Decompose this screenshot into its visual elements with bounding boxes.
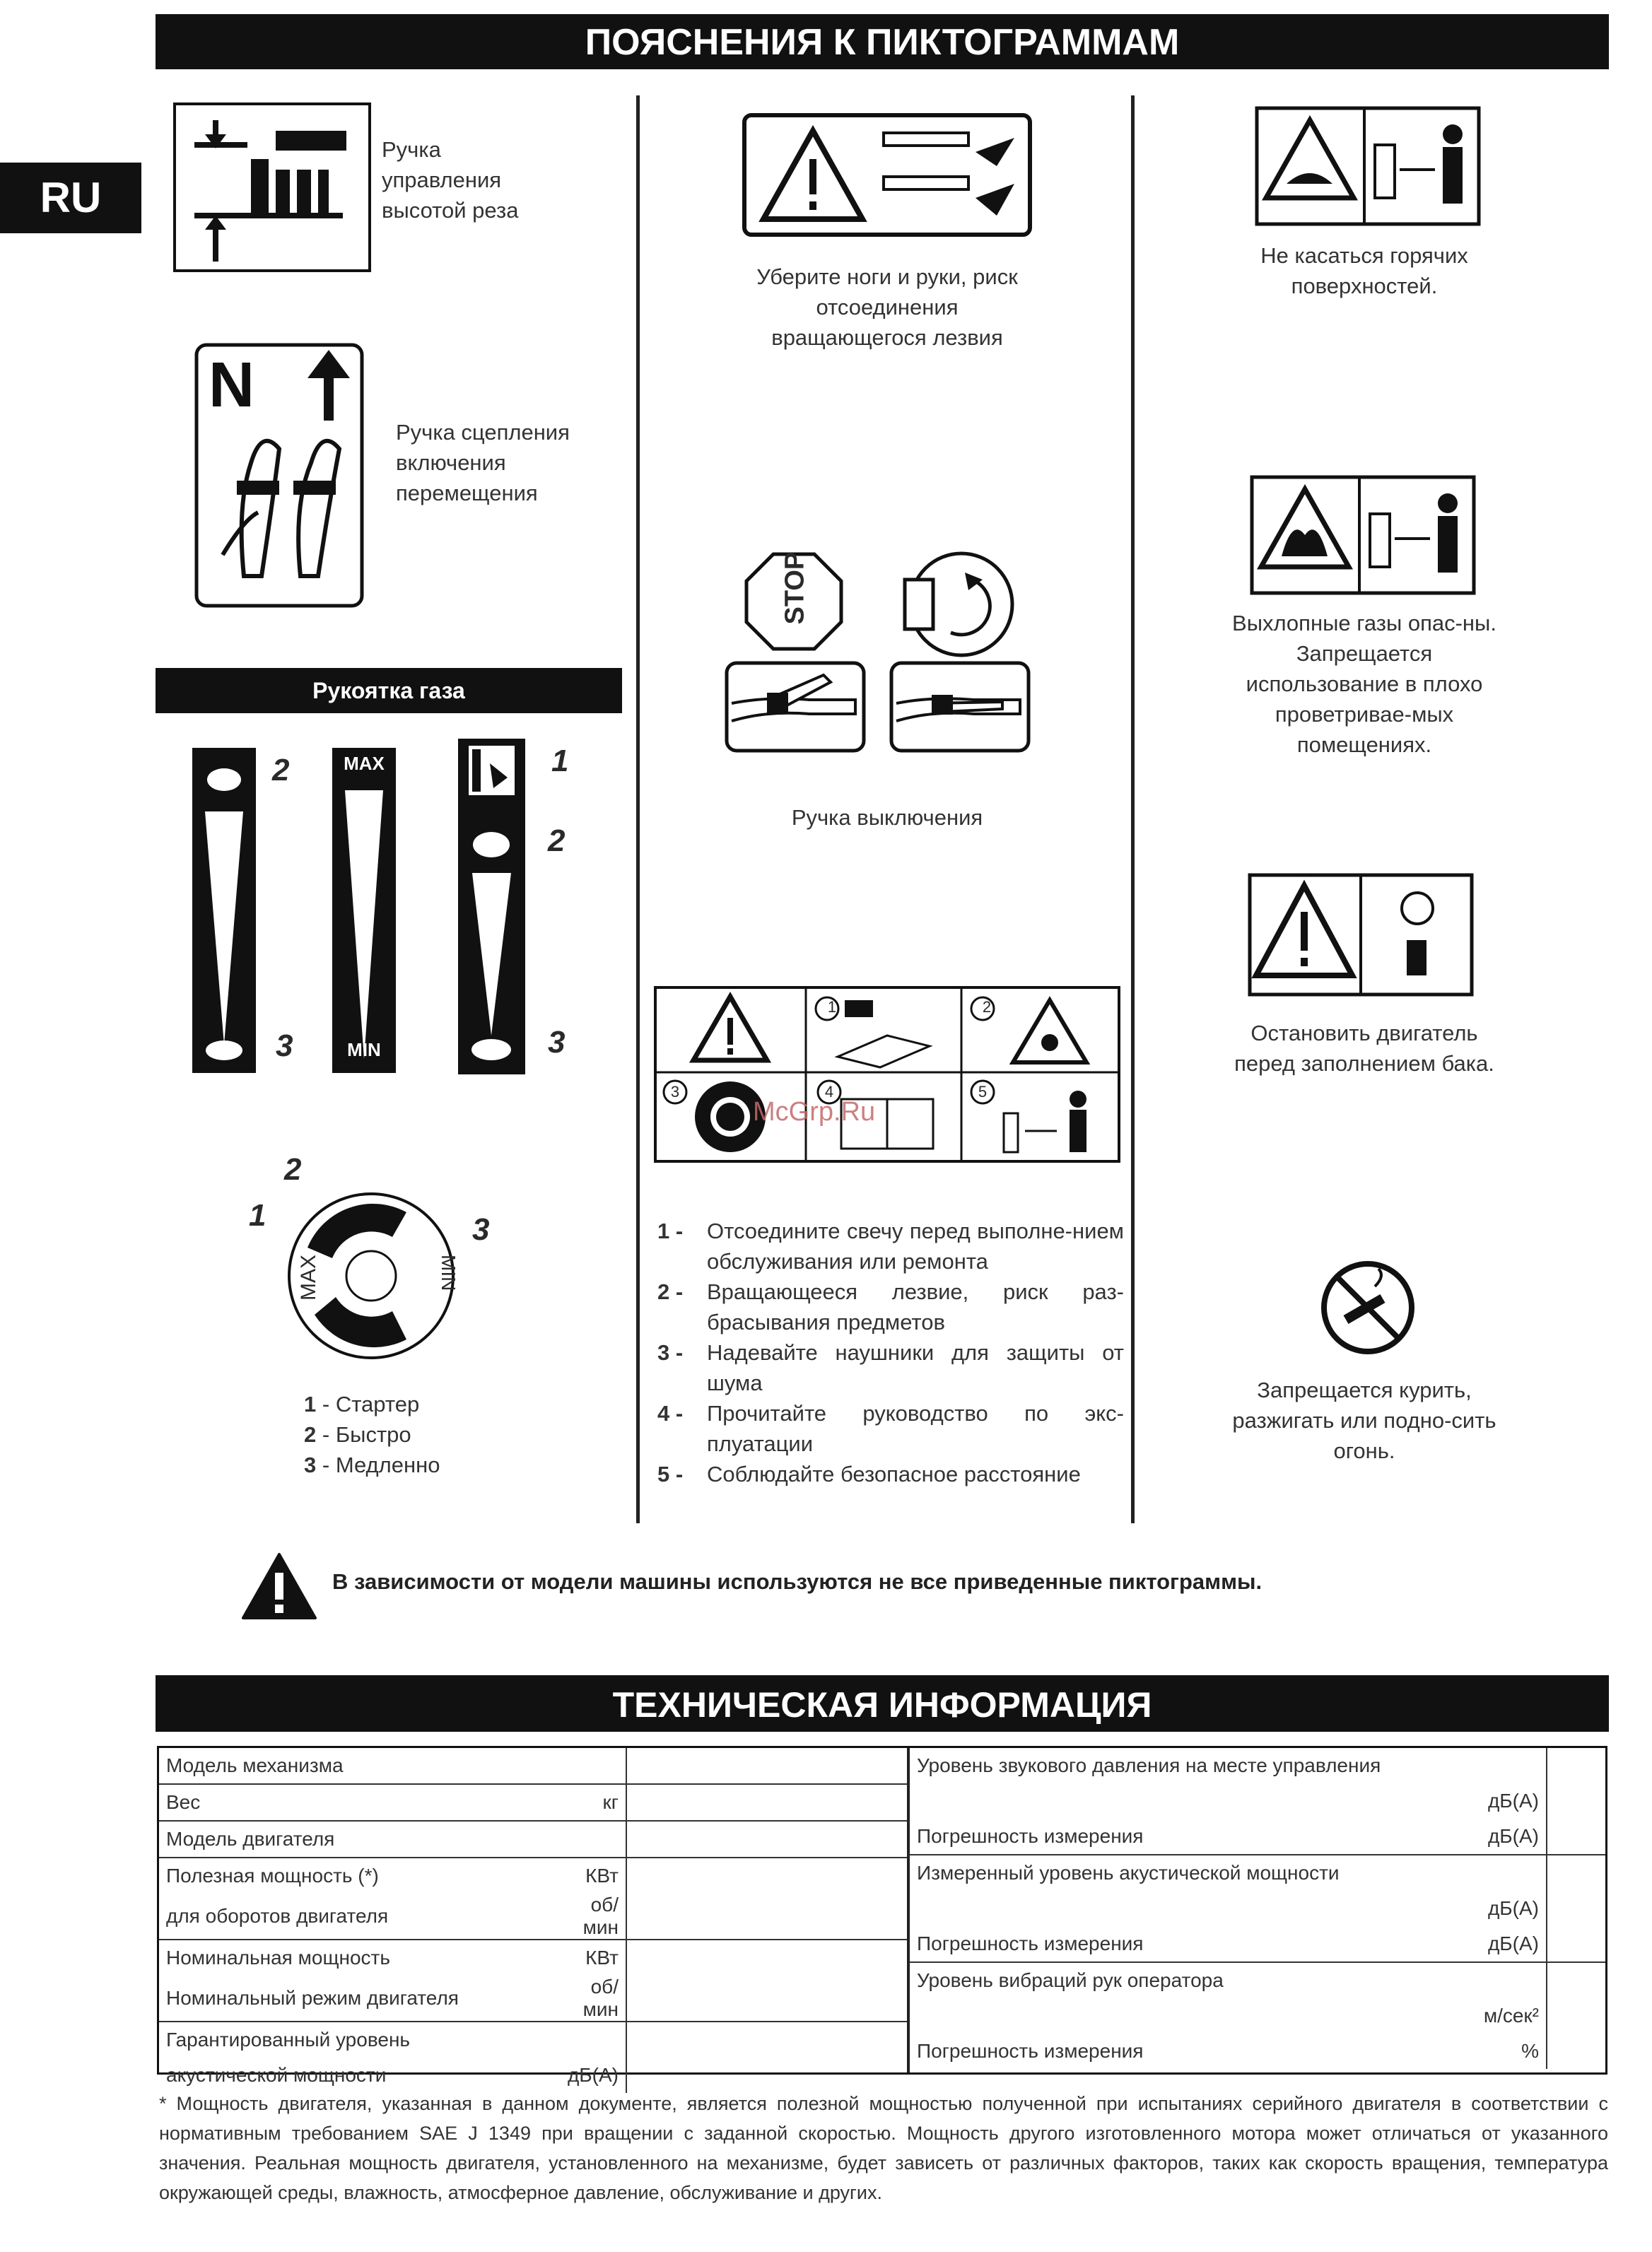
dial-min-label: MIN	[438, 1255, 459, 1291]
table-row: дБ(А)	[910, 1783, 1605, 1819]
lever3-number-1: 1	[551, 744, 569, 778]
tech-left-table	[159, 1748, 908, 2093]
table-row: Модель механизма	[159, 1748, 908, 1784]
table-row: Погрешность измерения %	[910, 2034, 1605, 2069]
grid-number-1: 1	[827, 998, 837, 1016]
table-row: Номинальный режим двигателя об/мин	[159, 1976, 908, 2022]
cut-height-label: Ручка управления высотой реза	[382, 137, 519, 223]
no-smoking-icon	[1318, 1258, 1417, 1357]
refuel-pictogram	[1248, 873, 1474, 997]
tech-info-title: ТЕХНИЧЕСКАЯ ИНФОРМАЦИЯ	[156, 1675, 1609, 1732]
engine-rotation-icon	[901, 548, 1014, 661]
watermark: McGrp.Ru	[753, 1097, 876, 1127]
note-item: 2 - Вращающееся лезвие, риск раз-брасывания предметов	[657, 1279, 1124, 1335]
hot-surface-pictogram	[1255, 106, 1481, 226]
tech-right-table	[910, 1748, 1605, 2069]
dial-number-2: 2	[284, 1152, 302, 1187]
note-item: 5 - Соблюдайте безопасное расстояние	[657, 1462, 1081, 1486]
refuel-label: Остановить двигатель перед заполнением бака.	[1234, 1021, 1494, 1076]
table-row: дБ(А)	[910, 1891, 1605, 1926]
table-row: Модель двигателя	[159, 1821, 908, 1858]
legend-item: 3 - Медленно	[304, 1453, 440, 1477]
feet-hands-pictogram	[742, 113, 1032, 237]
lever1-top-number: 2	[272, 753, 290, 787]
dial-number-1: 1	[249, 1198, 266, 1233]
warning-triangle-icon	[240, 1552, 318, 1621]
legend-item: 2 - Быстро	[304, 1422, 411, 1447]
handle-run-pictogram	[889, 661, 1031, 753]
handle-stop-pictogram	[725, 661, 866, 753]
warning-note: В зависимости от модели машины используются не все приведенные пиктограммы.	[332, 1569, 1263, 1594]
throttle-lever-2	[332, 748, 396, 1073]
drive-clutch-pictogram	[194, 343, 364, 608]
stop-sign-text: STOP	[780, 551, 810, 625]
table-row: для оборотов двигателя об/мин	[159, 1894, 908, 1940]
table-row: Номинальная мощность КВт	[159, 1940, 908, 1976]
cut-height-pictogram	[173, 102, 371, 272]
table-row: Погрешность измерения дБ(А)	[910, 1819, 1605, 1855]
grid-number-4: 4	[824, 1083, 834, 1101]
throttle-title-bar: Рукоятка газа	[156, 668, 622, 713]
legend-item: 1 - Стартер	[304, 1392, 420, 1417]
note-item: 4 - Прочитайте руководство по экс-плуатации	[657, 1401, 1124, 1456]
tech-footnote: * Мощность двигателя, указанная в данном документе, является полезной мощностью полученной при испытаниях серийного двигателя в соответствии с нормативным требованием SAE J 1349 при вращении с заданной скоростью. Мощность другого изготовленного мотора может отличаться от указанного значения. Реальная мощность двигателя, установленного на механизме, будет зависеть от различных факторов, таких как скорость вращения, температура окружающей среды, влажность, атмосферное давление, обслуживание и других.	[159, 2093, 1608, 2203]
dial-number-3: 3	[472, 1212, 490, 1247]
table-row: Вес кг	[159, 1784, 908, 1821]
throttle-lever-3	[458, 739, 525, 1074]
grid-number-3: 3	[670, 1083, 680, 1101]
grid-number-2: 2	[982, 998, 992, 1016]
page-title: ПОЯСНЕНИЯ К ПИКТОГРАММАМ	[156, 14, 1609, 69]
lever3-number-2: 2	[548, 823, 566, 858]
lever2-min-label: MIN	[347, 1039, 381, 1060]
table-row: м/сек²	[910, 1998, 1605, 2034]
table-row: Измеренный уровень акустической мощности	[910, 1855, 1605, 1891]
lever2-max-label: MAX	[344, 753, 385, 774]
lever1-bottom-number: 3	[276, 1028, 293, 1063]
lever3-number-3: 3	[548, 1025, 566, 1060]
no-smoking-label: Запрещается курить, разжигать или подно-сить огонь.	[1232, 1378, 1496, 1463]
table-row: Уровень вибраций рук оператора	[910, 1962, 1605, 1998]
svg-text:N: N	[209, 350, 254, 421]
table-row: Гарантированный уровень	[159, 2022, 908, 2058]
table-row: Полезная мощность (*) КВт	[159, 1858, 908, 1894]
exhaust-pictogram	[1250, 475, 1476, 595]
tech-spec-table	[157, 1746, 1607, 2086]
hot-surface-label: Не касаться горячих поверхностей.	[1260, 243, 1468, 298]
language-tab: RU	[0, 163, 141, 233]
table-row: Погрешность измерения дБ(А)	[910, 1926, 1605, 1962]
table-row: акустической мощности дБ(А)	[159, 2058, 908, 2093]
drive-clutch-label: Ручка сцепления включения перемещения	[396, 420, 570, 505]
throttle-legend	[304, 1389, 440, 1480]
note-item: 1 - Отсоедините свечу перед выполне-нием обслуживания или ремонта	[657, 1219, 1124, 1274]
column-divider-2	[1131, 95, 1135, 1523]
stop-handle-label: Ручка выключения	[791, 805, 983, 830]
table-row: Уровень звукового давления на месте управления	[910, 1748, 1605, 1783]
safety-pictogram-grid	[654, 986, 1120, 1163]
exhaust-label: Выхлопные газы опас-ны. Запрещается использование в плохо проветривае-мых помещениях.	[1232, 611, 1496, 757]
dial-max-label: MAX	[297, 1254, 320, 1301]
note-item: 3 - Надевайте наушники для защиты от шума	[657, 1340, 1124, 1395]
feet-hands-label: Уберите ноги и руки, риск отсоединения вращающегося лезвия	[756, 264, 1018, 350]
safety-notes-list	[657, 1216, 1124, 1489]
column-divider-1	[636, 95, 640, 1523]
throttle-lever-1	[192, 748, 256, 1073]
grid-number-5: 5	[978, 1083, 988, 1101]
